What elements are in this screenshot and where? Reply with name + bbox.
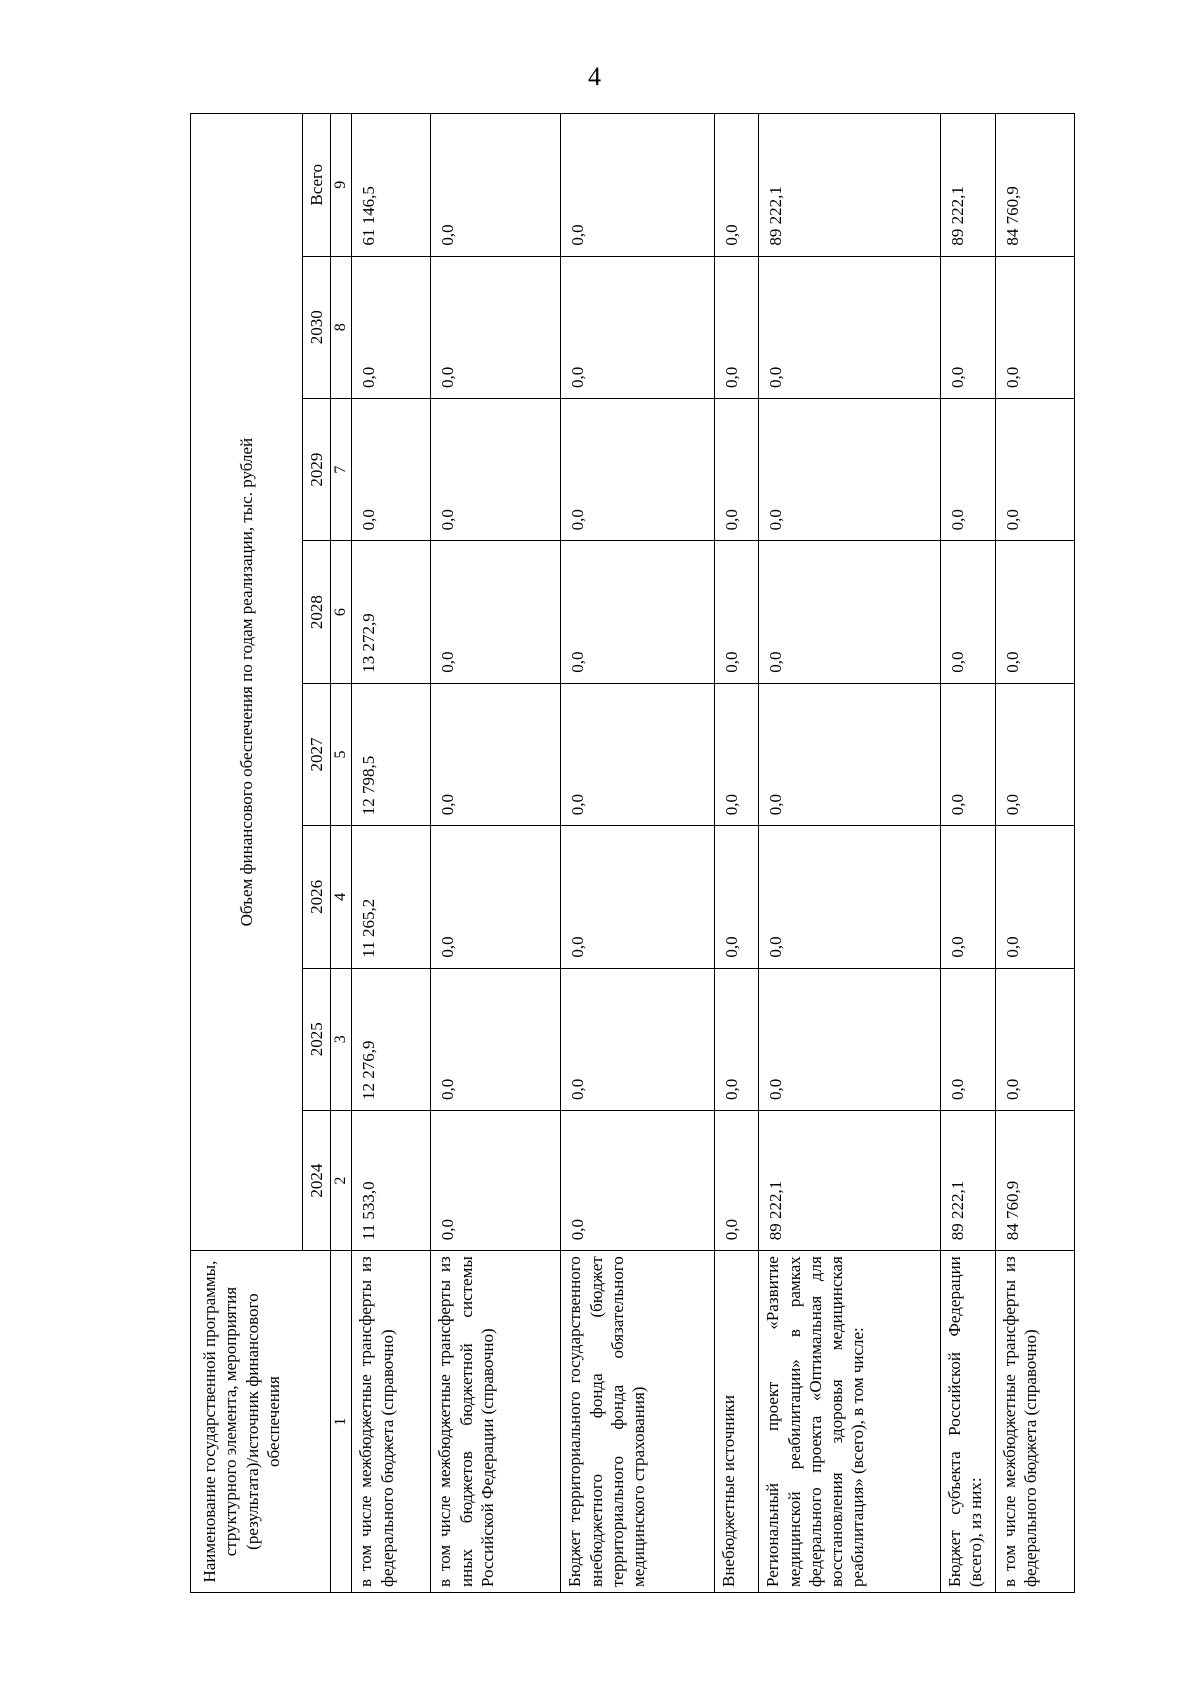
table-cell: 0,0 [431,541,561,683]
table-cell: 0,0 [561,968,715,1110]
table-cell: 12 276,9 [352,968,431,1110]
row-name: в том числе межбюджетные трансферты из федерального бюджета (справочно) [995,1251,1074,1593]
row-name: Бюджет территориального государственного внебюджетного фонда (бюджет территориального фонда обязательного медицинского страхования) [561,1251,715,1593]
table-cell-total: 84 760,9 [995,114,1074,257]
table-cell: 0,0 [561,398,715,540]
table-row [352,114,431,1593]
table-cell: 0,0 [431,683,561,825]
table-cell: 0,0 [759,541,941,683]
table-cell: 0,0 [759,256,941,398]
table-cell: 89 222,1 [759,1111,941,1251]
table-cell: 0,0 [759,826,941,968]
table-cell-total: 0,0 [561,114,715,257]
table-cell: 89 222,1 [940,1111,995,1251]
table-cell: 0,0 [940,256,995,398]
table-cell: 11 265,2 [352,826,431,968]
row-name: в том числе межбюджетные трансферты из федерального бюджета (справочно) [352,1251,431,1593]
table-cell: 0,0 [759,968,941,1110]
table-cell: 0,0 [431,256,561,398]
table-cell-total: 0,0 [715,114,759,257]
page-number: 4 [588,62,601,91]
table-cell: 0,0 [995,826,1074,968]
table-cell: 0,0 [715,683,759,825]
header-year: 2030 [303,256,331,398]
table-cell: 0,0 [561,826,715,968]
rotated-table-container [190,113,1075,1593]
column-number: 3 [331,968,352,1110]
table-cell: 0,0 [431,826,561,968]
header-year: 2029 [303,398,331,540]
table-row [431,114,561,1593]
table-cell: 0,0 [995,398,1074,540]
column-number: 9 [331,114,352,257]
row-name: Внебюджетные источники [715,1251,759,1593]
financing-table [190,113,1075,1593]
table-cell: 0,0 [431,398,561,540]
table-row [759,114,941,1593]
header-year-total: Всего [303,114,331,257]
table-cell: 84 760,9 [995,1111,1074,1251]
table-cell-total: 0,0 [431,114,561,257]
table-cell: 0,0 [759,398,941,540]
table-cell: 0,0 [715,968,759,1110]
header-volume-title: Объем финансового обеспечения по годам реализации, тыс. рублей [191,114,303,1251]
table-cell: 0,0 [940,541,995,683]
column-number: 6 [331,541,352,683]
table-cell: 0,0 [940,398,995,540]
table-cell: 0,0 [561,541,715,683]
table-cell: 0,0 [940,968,995,1110]
table-cell: 0,0 [715,256,759,398]
table-cell: 0,0 [431,1111,561,1251]
table-cell: 0,0 [431,968,561,1110]
table-cell: 0,0 [940,683,995,825]
header-year: 2028 [303,541,331,683]
table-cell: 13 272,9 [352,541,431,683]
table-cell: 11 533,0 [352,1111,431,1251]
table-cell: 0,0 [715,1111,759,1251]
table-cell: 0,0 [715,541,759,683]
table-cell: 0,0 [995,968,1074,1110]
table-cell: 0,0 [995,541,1074,683]
row-name: в том числе межбюджетные трансферты из иных бюджетов бюджетной системы Российской Федерации (справочно) [431,1251,561,1593]
table-row [940,114,995,1593]
header-name-column: Наименование государственной программы, структурного элемента, мероприятия (результата)/источник финансового обеспечения [191,1251,331,1593]
row-name: Региональный проект «Развитие медицинской реабилитации» в рамках федерального проекта «Оптимальная для восстановления здоровья медицинская реабилитация» (всего), в том числе: [759,1251,941,1593]
table-row [561,114,715,1593]
column-number: 1 [331,1251,352,1593]
column-number: 4 [331,826,352,968]
header-year: 2025 [303,968,331,1110]
table-cell: 0,0 [715,398,759,540]
table-row [715,114,759,1593]
table-cell: 0,0 [995,256,1074,398]
column-number: 7 [331,398,352,540]
table-cell: 0,0 [561,256,715,398]
table-cell-total: 89 222,1 [759,114,941,257]
table-cell: 0,0 [759,683,941,825]
table-cell: 0,0 [352,256,431,398]
table-cell-total: 61 146,5 [352,114,431,257]
table-cell: 0,0 [561,1111,715,1251]
header-year: 2027 [303,683,331,825]
table-cell: 0,0 [352,398,431,540]
table-cell: 0,0 [995,683,1074,825]
table-cell: 0,0 [715,826,759,968]
table-row [995,114,1074,1593]
table-cell: 0,0 [561,683,715,825]
header-year: 2026 [303,826,331,968]
header-year: 2024 [303,1111,331,1251]
row-name: Бюджет субъекта Российской Федерации (всего), из них: [940,1251,995,1593]
table-cell: 12 798,5 [352,683,431,825]
table-cell-total: 89 222,1 [940,114,995,257]
table-cell: 0,0 [940,826,995,968]
column-number: 5 [331,683,352,825]
column-number: 8 [331,256,352,398]
column-number: 2 [331,1111,352,1251]
rotated-table-area [190,113,1075,1593]
